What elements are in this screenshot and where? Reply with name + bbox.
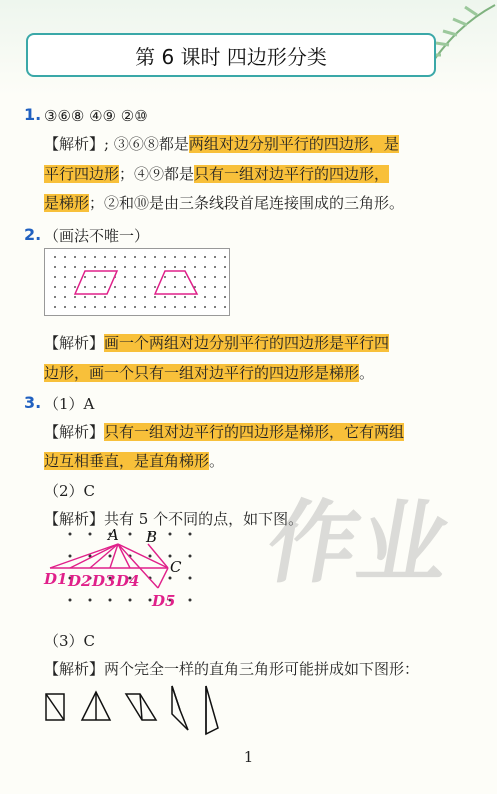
grid-dot — [214, 276, 216, 278]
grid-dot — [104, 276, 106, 278]
label-B: B — [146, 528, 158, 546]
grid-dot — [154, 296, 156, 298]
grid-dot — [189, 533, 192, 536]
grid-dot — [174, 256, 176, 258]
grid-dot — [134, 276, 136, 278]
q3-text: 共有 5 个不同的点，如下图。 — [104, 510, 304, 528]
grid-dot — [164, 276, 166, 278]
grid-dot — [214, 256, 216, 258]
grid-dot — [154, 276, 156, 278]
q3-highlight: 只有一组对边平行的四边形是梯形，它有两组 — [104, 423, 405, 441]
grid-dot — [109, 555, 112, 558]
grid-dot — [64, 266, 66, 268]
grid-dot — [84, 306, 86, 308]
grid-dot — [144, 306, 146, 308]
q3-number: 3. — [24, 393, 42, 412]
grid-dot — [144, 256, 146, 258]
grid-dot — [214, 306, 216, 308]
q3-text: 。 — [209, 452, 225, 470]
grid-dot — [189, 555, 192, 558]
grid-dot — [204, 286, 206, 288]
label-C: C — [170, 558, 182, 576]
grid-dot — [54, 276, 56, 278]
q2-number: 2. — [24, 225, 42, 244]
grid-dot — [94, 296, 96, 298]
grid-dot — [174, 306, 176, 308]
grid-dot — [74, 286, 76, 288]
q3-part3-answer: （3）C — [44, 632, 96, 650]
q1-explanation-line3 — [44, 190, 404, 216]
page-title: 第 6 课时 四边形分类 — [26, 33, 436, 77]
grid-dot — [224, 296, 226, 298]
grid-dot — [144, 296, 146, 298]
grid-dot — [184, 306, 186, 308]
grid-dot — [164, 266, 166, 268]
label-D2: D2 — [68, 572, 92, 590]
grid-dot — [144, 286, 146, 288]
grid-dot — [224, 266, 226, 268]
q3-part1-expl-line1 — [44, 419, 404, 445]
grid-dot — [134, 306, 136, 308]
q1-text: ；②和⑩是由三条线段首尾连接围成的三角形。 — [89, 194, 405, 212]
grid-dot — [69, 555, 72, 558]
grid-dot — [104, 296, 106, 298]
grid-dot — [89, 533, 92, 536]
grid-dot — [154, 306, 156, 308]
grid-dot — [204, 276, 206, 278]
dot-grid-figure — [44, 248, 230, 316]
grid-dot — [124, 256, 126, 258]
grid-dot — [74, 256, 76, 258]
tall-triangle-shape — [206, 686, 218, 734]
grid-dot — [74, 296, 76, 298]
grid-dot — [194, 256, 196, 258]
grid-dot — [129, 599, 132, 602]
grid-dot — [224, 256, 226, 258]
grid-dot — [164, 256, 166, 258]
grid-dot — [54, 266, 56, 268]
grid-dot — [134, 266, 136, 268]
q1-highlight: 平行四边形 — [44, 165, 120, 183]
grid-dot — [214, 266, 216, 268]
grid-dot — [124, 286, 126, 288]
trapezoid-shape — [155, 271, 197, 294]
combined-shapes-figure — [40, 680, 240, 738]
grid-dot — [194, 306, 196, 308]
q2-explanation-line2 — [44, 360, 374, 386]
grid-dot — [104, 286, 106, 288]
q2-explanation-line1 — [44, 330, 389, 356]
grid-dot — [144, 266, 146, 268]
parallelogram-shape — [75, 271, 117, 294]
grid-dot — [154, 256, 156, 258]
grid-dot — [64, 286, 66, 288]
grid-dot — [134, 296, 136, 298]
grid-dot — [94, 276, 96, 278]
label-D1: D1 — [44, 570, 68, 588]
grid-dot — [74, 306, 76, 308]
q1-expl-label: 【解析】 — [44, 135, 105, 153]
grid-dot — [184, 256, 186, 258]
grid-dot — [64, 306, 66, 308]
points-figure — [40, 528, 200, 610]
grid-dot — [184, 266, 186, 268]
grid-dot — [114, 296, 116, 298]
q2-expl-label: 【解析】 — [44, 334, 105, 352]
grid-dot — [204, 306, 206, 308]
q1-number: 1. — [24, 105, 42, 124]
grid-dot — [94, 306, 96, 308]
grid-dot — [189, 577, 192, 580]
grid-dot — [224, 286, 226, 288]
grid-dot — [174, 286, 176, 288]
parallelogram-shape — [126, 694, 156, 720]
grid-dot — [194, 266, 196, 268]
grid-dot — [54, 256, 56, 258]
watermark: 作业 — [259, 491, 458, 596]
label-A: A — [108, 528, 119, 544]
grid-dot — [54, 286, 56, 288]
grid-dot — [224, 276, 226, 278]
grid-dot — [169, 533, 172, 536]
grid-dot — [84, 256, 86, 258]
page-number: 1 — [243, 748, 254, 766]
q3-expl-label: 【解析】 — [44, 660, 105, 678]
grid-dot — [149, 555, 152, 558]
kite-shape — [172, 686, 188, 730]
q2-text: 。 — [359, 364, 375, 382]
grid-dot — [174, 266, 176, 268]
q3-expl-label: 【解析】 — [44, 510, 105, 528]
grid-dot — [134, 286, 136, 288]
grid-dot — [114, 306, 116, 308]
grid-dot — [64, 296, 66, 298]
label-D5: D5 — [152, 592, 176, 610]
grid-dot — [124, 266, 126, 268]
grid-dot — [84, 266, 86, 268]
grid-dot — [89, 599, 92, 602]
grid-dot — [104, 266, 106, 268]
grid-dot — [54, 296, 56, 298]
grid-dot — [74, 276, 76, 278]
grid-dot — [164, 296, 166, 298]
grid-dot — [184, 296, 186, 298]
q1-answer: ③⑥⑧ ④⑨ ②⑩ — [44, 107, 148, 125]
grid-dot — [94, 256, 96, 258]
grid-dot — [164, 286, 166, 288]
grid-dot — [124, 306, 126, 308]
grid-dot — [224, 306, 226, 308]
grid-dot — [214, 296, 216, 298]
grid-dot — [114, 286, 116, 288]
q3-text: 两个完全一样的直角三角形可能拼成如下图形： — [104, 660, 420, 678]
grid-dot — [214, 286, 216, 288]
grid-dot — [134, 256, 136, 258]
grid-dot — [84, 296, 86, 298]
label-D3: D3 — [92, 572, 116, 590]
q3-part1-answer: （1）A — [44, 395, 95, 413]
grid-dot — [189, 599, 192, 602]
grid-dot — [64, 276, 66, 278]
grid-dot — [114, 266, 116, 268]
q1-explanation-line1 — [44, 131, 399, 157]
q3-part2-answer: （2）C — [44, 482, 96, 500]
grid-dot — [174, 276, 176, 278]
grid-dot — [54, 306, 56, 308]
grid-dot — [64, 256, 66, 258]
q3-part3-expl — [44, 656, 419, 682]
grid-dot — [94, 266, 96, 268]
grid-dot — [124, 276, 126, 278]
q1-explanation-line2 — [44, 161, 389, 187]
grid-dot — [184, 276, 186, 278]
q3-expl-label: 【解析】 — [44, 423, 105, 441]
grid-dot — [129, 533, 132, 536]
isosceles-triangle-shape — [82, 692, 110, 720]
grid-dot — [174, 296, 176, 298]
grid-dot — [154, 266, 156, 268]
grid-dot — [74, 266, 76, 268]
grid-dot — [84, 276, 86, 278]
grid-dot — [114, 256, 116, 258]
grid-dot — [84, 286, 86, 288]
grid-dot — [104, 306, 106, 308]
q1-text: ；④⑨都是 — [119, 165, 195, 183]
grid-dot — [94, 286, 96, 288]
q1-highlight: 是梯形 — [44, 194, 90, 212]
label-D4: D4 — [116, 572, 140, 590]
grid-dot — [194, 276, 196, 278]
grid-dot — [169, 577, 172, 580]
grid-dot — [204, 256, 206, 258]
grid-dot — [104, 256, 106, 258]
q1-highlight: 只有一组对边平行的四边形， — [194, 165, 390, 183]
grid-dot — [144, 276, 146, 278]
grid-dot — [69, 533, 72, 536]
grid-dot — [124, 296, 126, 298]
q2-answer: （画法不唯一） — [44, 227, 150, 245]
q2-highlight: 画一个两组对边分别平行的四边形是平行四 — [104, 334, 390, 352]
grid-dot — [109, 599, 112, 602]
rectangle-shape — [46, 694, 64, 720]
q3-part1-expl-line2 — [44, 448, 224, 474]
grid-dot — [194, 296, 196, 298]
grid-dot — [164, 306, 166, 308]
q1-highlight: 两组对边分别平行的四边形，是 — [188, 135, 399, 153]
grid-dot — [184, 286, 186, 288]
grid-dot — [204, 296, 206, 298]
q2-highlight: 边形，画一个只有一组对边平行的四边形是梯形 — [44, 364, 360, 382]
grid-dot — [69, 599, 72, 602]
grid-dot — [204, 266, 206, 268]
dot-grid-svg — [45, 249, 229, 315]
q3-highlight: 边互相垂直，是直角梯形 — [44, 452, 210, 470]
q1-text: ; ③⑥⑧都是 — [104, 135, 189, 153]
grid-dot — [154, 286, 156, 288]
